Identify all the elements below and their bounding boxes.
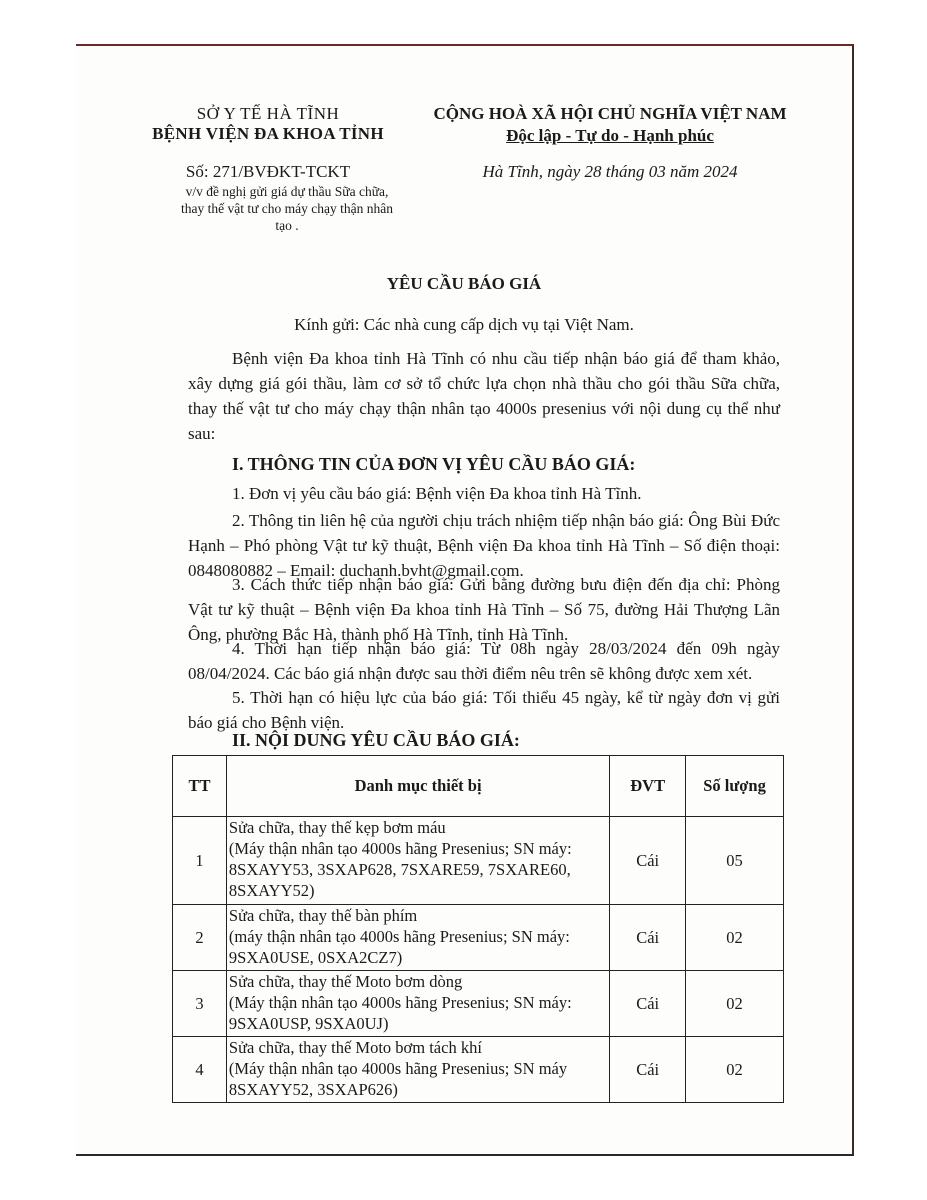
row-number: 2 [173, 905, 227, 971]
row-unit: Cái [610, 1037, 686, 1103]
document-title: YÊU CẦU BÁO GIÁ [386, 274, 542, 293]
row-description: Sửa chữa, thay thế bàn phím (máy thận nhân tạo 4000s hãng Presenius; SN máy: 9SXA0USE, 0SXA2CZ7) [226, 905, 609, 971]
row-number: 3 [173, 971, 227, 1037]
row-number: 1 [173, 817, 227, 905]
table-row [173, 817, 784, 905]
items-table [172, 755, 784, 1103]
org-parent: SỞ Y TẾ HÀ TĨNH [196, 104, 340, 123]
info-item-2: 2. Thông tin liên hệ của người chịu trách nhiệm tiếp nhận báo giá: Ông Bùi Đức Hạnh – Phó phòng Vật tư kỹ thuật, Bệnh viện Đa khoa tỉnh Hà Tĩnh – Số điện thoại: 0848080882 – Email: duchanh.bvht@gmail.com. [188, 511, 780, 580]
row-quantity: 02 [686, 1037, 784, 1103]
col-header-item: Danh mục thiết bị [226, 756, 609, 817]
row-description: Sửa chữa, thay thế Moto bơm tách khí (Máy thận nhân tạo 4000s hãng Presenius; SN máy 8SXAYY52, 3SXAP626) [226, 1037, 609, 1103]
table-row [173, 1037, 784, 1103]
row-number: 4 [173, 1037, 227, 1103]
section-2-heading: II. NỘI DUNG YÊU CẦU BÁO GIÁ: [232, 730, 520, 750]
intro-paragraph: Bệnh viện Đa khoa tỉnh Hà Tĩnh có nhu cầu tiếp nhận báo giá để tham khảo, xây dựng giá gói thầu, làm cơ sở tổ chức lựa chọn nhà thầu cho gói thầu Sữa chữa, thay thế vật tư cho máy chạy thận nhân tạo 4000s presenius với nội dung cụ thể như sau: [188, 349, 780, 443]
row-description: Sửa chữa, thay thế Moto bơm dòng (Máy thận nhân tạo 4000s hãng Presenius; SN máy: 9SXA0USP, 9SXA0UJ) [226, 971, 609, 1037]
document-date: Hà Tĩnh, ngày 28 tháng 03 năm 2024 [482, 162, 738, 181]
motto: Độc lập - Tự do - Hạnh phúc [506, 126, 714, 145]
reference-number: Số: 271/BVĐKT-TCKT [185, 162, 351, 181]
row-unit: Cái [610, 817, 686, 905]
col-header-qty: Số lượng [686, 756, 784, 817]
row-quantity: 05 [686, 817, 784, 905]
info-item-4: 4. Thời hạn tiếp nhận báo giá: Từ 08h ngày 28/03/2024 đến 09h ngày 08/04/2024. Các báo giá nhận được sau thời điểm nêu trên sẽ không được xem xét. [188, 639, 780, 683]
col-header-unit: ĐVT [610, 756, 686, 817]
info-item-5: 5. Thời hạn có hiệu lực của báo giá: Tối thiểu 45 ngày, kể từ ngày đơn vị gửi báo giá cho Bệnh viện. [188, 688, 780, 732]
row-unit: Cái [610, 971, 686, 1037]
table-row [173, 971, 784, 1037]
row-unit: Cái [610, 905, 686, 971]
table-header-row [173, 756, 784, 817]
subject-line: v/v đề nghị gửi giá dự thầu Sữa chữa, thay thế vật tư cho máy chạy thận nhân tạo . [181, 184, 393, 233]
org-name: BỆNH VIỆN ĐA KHOA TỈNH [152, 124, 384, 143]
row-quantity: 02 [686, 971, 784, 1037]
row-description: Sửa chữa, thay thế kẹp bơm máu (Máy thận nhân tạo 4000s hãng Presenius; SN máy: 8SXAYY53, 3SXAP628, 7SXARE59, 7SXARE60, 8SXAYY52) [226, 817, 609, 905]
info-item-1: 1. Đơn vị yêu cầu báo giá: Bệnh viện Đa khoa tỉnh Hà Tĩnh. [232, 484, 642, 503]
nation-title: CỘNG HOÀ XÃ HỘI CHỦ NGHĨA VIỆT NAM [433, 104, 787, 123]
recipient-line: Kính gửi: Các nhà cung cấp dịch vụ tại Việt Nam. [294, 315, 634, 334]
row-quantity: 02 [686, 905, 784, 971]
col-header-tt: TT [173, 756, 227, 817]
table-row [173, 905, 784, 971]
info-item-3: 3. Cách thức tiếp nhận báo giá: Gửi bằng đường bưu điện đến địa chỉ: Phòng Vật tư kỹ thuật – Bệnh viện Đa khoa tỉnh Hà Tĩnh – Số 75, đường Hải Thượng Lãn Ông, phường Bắc Hà, thành phố Hà Tĩnh, tỉnh Hà Tĩnh. [188, 575, 780, 644]
section-1-heading: I. THÔNG TIN CỦA ĐƠN VỊ YÊU CẦU BÁO GIÁ: [232, 454, 636, 474]
